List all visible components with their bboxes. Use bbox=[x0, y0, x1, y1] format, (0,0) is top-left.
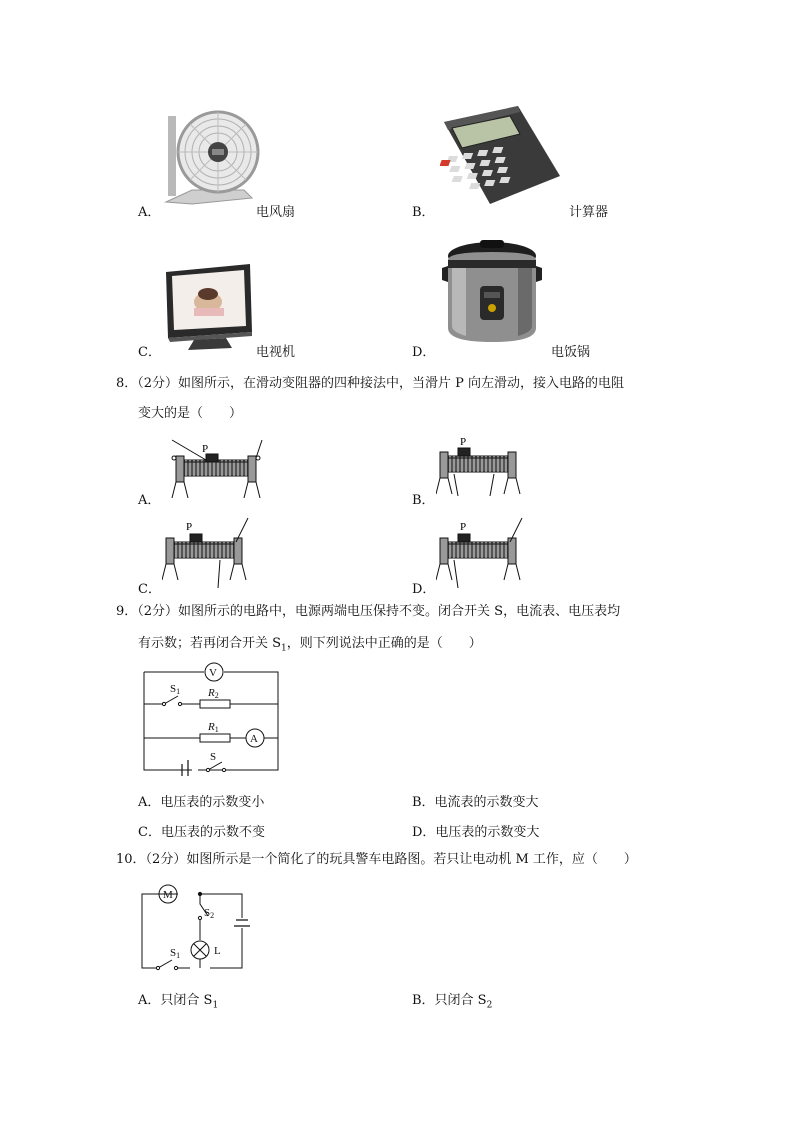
switch-s1-label-q10 bbox=[170, 947, 180, 960]
q9-option-a[interactable]: A．电压表的示数变小 bbox=[138, 795, 265, 810]
switch-s2-letter: S bbox=[204, 907, 211, 919]
electric-fan-image bbox=[162, 104, 260, 212]
q9-option-d[interactable]: D．电压表的示数变大 bbox=[412, 825, 540, 840]
switch-s1-label bbox=[170, 683, 180, 696]
q10-option-a-text: A．只闭合 S bbox=[138, 993, 213, 1008]
q7-option-b-letter[interactable]: B． bbox=[412, 205, 435, 220]
switch-s1-sub: 1 bbox=[176, 687, 181, 696]
switch-s1-letter-q10: S bbox=[170, 947, 177, 959]
resistor-r1-sub: 1 bbox=[214, 725, 219, 734]
switch-s2-label bbox=[204, 907, 214, 920]
q10-option-a-sub: 1 bbox=[212, 1000, 219, 1011]
q9-line2-post: ，则下列说法中正确的是（ ） bbox=[286, 636, 482, 651]
q9-option-b[interactable]: B．电流表的示数变大 bbox=[412, 795, 539, 810]
q10-option-b-text: B．只闭合 S bbox=[412, 993, 487, 1008]
switch-s1-sub-q10: 1 bbox=[176, 951, 181, 960]
q10-stem-line1: 10．（2分）如图所示是一个简化了的玩具警车电路图。若只让电动机 M 工作，应（ ） bbox=[116, 852, 637, 867]
resistor-r2-letter: R bbox=[208, 687, 215, 699]
calculator-image bbox=[440, 104, 564, 208]
q7-option-c-caption: 电视机 bbox=[256, 345, 296, 360]
resistor-r2-sub: 2 bbox=[214, 691, 219, 700]
q8-stem-line1: 8．（2分）如图所示，在滑动变阻器的四种接法中，当滑片 P 向左滑动，接入电路的电阻 bbox=[116, 376, 625, 391]
q7-option-a-letter[interactable]: A． bbox=[138, 205, 161, 220]
switch-s1-letter: S bbox=[170, 683, 177, 695]
q10-circuit-diagram bbox=[138, 882, 254, 974]
rheostat-diagram-b bbox=[436, 434, 522, 502]
q7-option-a-caption: 电风扇 bbox=[256, 205, 296, 220]
rheostat-diagram-c bbox=[162, 516, 252, 592]
q8-option-b[interactable]: B． bbox=[412, 493, 435, 508]
rheostat-diagram-a bbox=[162, 438, 272, 502]
rheostat-b-slider-label: P bbox=[460, 436, 467, 448]
q7-option-b-caption: 计算器 bbox=[569, 205, 609, 220]
rheostat-d-slider-label: P bbox=[460, 521, 467, 533]
rheostat-c-slider-label: P bbox=[186, 521, 193, 533]
ammeter-label: A bbox=[250, 733, 258, 745]
q9-line2-text: 有示数；若再闭合开关 S bbox=[138, 636, 282, 651]
rice-cooker-image bbox=[442, 238, 544, 350]
q8-option-a[interactable]: A． bbox=[138, 493, 161, 508]
q10-option-a[interactable] bbox=[138, 989, 218, 1011]
rheostat-a-slider-label: P bbox=[202, 443, 209, 455]
q9-option-c[interactable]: C．电压表的示数不变 bbox=[138, 825, 265, 840]
q8-option-c[interactable]: C． bbox=[138, 582, 161, 597]
q9-line2-sub: 1 bbox=[281, 643, 287, 654]
resistor-r2-label bbox=[207, 687, 219, 700]
motor-label: M bbox=[163, 889, 173, 901]
rheostat-diagram-d bbox=[436, 516, 526, 592]
switch-s-label: S bbox=[210, 751, 217, 763]
lamp-label: L bbox=[214, 945, 221, 957]
q8-stem-line2: 变大的是（ ） bbox=[138, 406, 243, 421]
television-image bbox=[164, 262, 256, 350]
voltmeter-label: V bbox=[209, 667, 217, 679]
q9-stem-line1: 9．（2分）如图所示的电路中，电源两端电压保持不变。闭合开关 S，电流表、电压表均 bbox=[116, 604, 621, 619]
q7-option-d-letter[interactable]: D． bbox=[412, 345, 436, 360]
switch-s2-sub: 2 bbox=[210, 911, 215, 920]
q7-option-d-caption: 电饭锅 bbox=[551, 345, 591, 360]
resistor-r1-label bbox=[207, 721, 219, 734]
resistor-r1-letter: R bbox=[208, 721, 215, 733]
q9-circuit-diagram bbox=[138, 660, 284, 776]
q8-option-d[interactable]: D． bbox=[412, 582, 436, 597]
q7-option-c-letter[interactable]: C． bbox=[138, 345, 161, 360]
q10-option-b[interactable] bbox=[412, 989, 492, 1011]
q10-option-b-sub: 2 bbox=[486, 1000, 493, 1011]
